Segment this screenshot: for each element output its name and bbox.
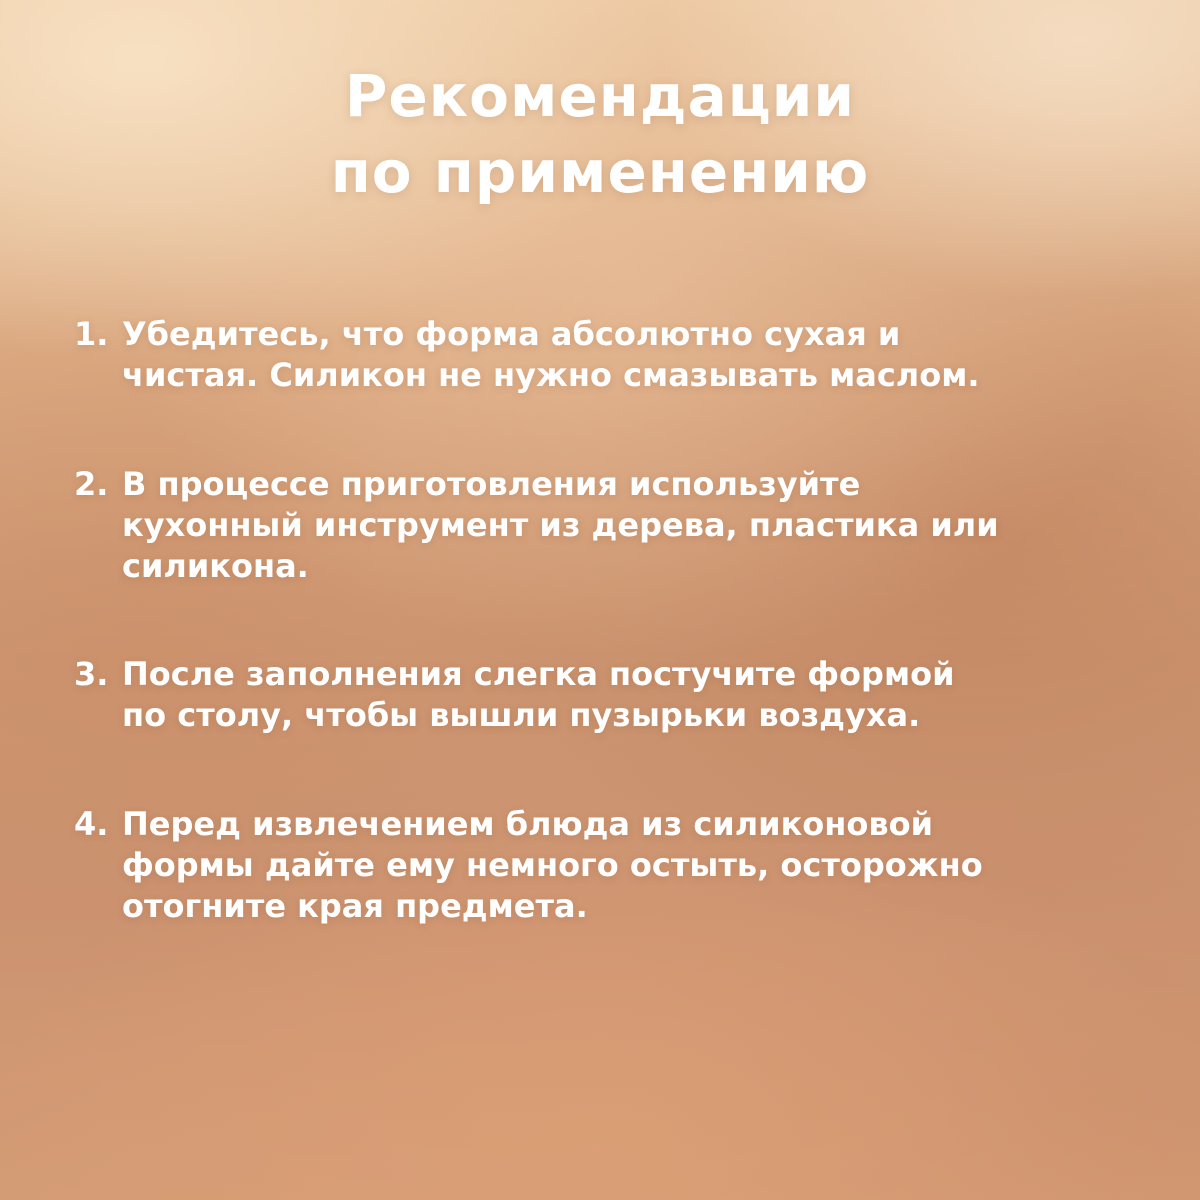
list-item bbox=[74, 654, 1154, 736]
list-item-text-line: по столу, чтобы вышли пузырьки воздуха. bbox=[122, 696, 921, 734]
list-item-text-line: Перед извлечением блюда из силиконовой bbox=[122, 805, 934, 843]
list-item-text-line: Убедитесь, что форма абсолютно сухая и bbox=[122, 315, 901, 353]
list-item-number: 1. bbox=[74, 315, 109, 353]
list-item-text-line: кухонный инструмент из дерева, пластика или bbox=[122, 506, 999, 544]
title-line-2: по применению bbox=[330, 138, 870, 206]
list-item bbox=[74, 464, 1154, 587]
list-item-text-line: силикона. bbox=[122, 547, 309, 585]
list-item bbox=[74, 314, 1154, 396]
list-item-text-line: После заполнения слегка постучите формой bbox=[122, 655, 955, 693]
list-item-text-line: чистая. Силикон не нужно смазывать маслом. bbox=[122, 356, 980, 394]
list-item-number: 4. bbox=[74, 805, 109, 843]
list-item-text-line: формы дайте ему немного остыть, осторожно bbox=[122, 846, 983, 884]
list-item bbox=[74, 804, 1154, 927]
page-title bbox=[0, 58, 1200, 210]
title-line-1: Рекомендации bbox=[344, 62, 856, 130]
list-item-number: 3. bbox=[74, 655, 109, 693]
list-item-text-line: отогните края предмета. bbox=[122, 887, 588, 925]
list-item-text-line: В процессе приготовления используйте bbox=[122, 465, 861, 503]
list-item-number: 2. bbox=[74, 465, 109, 503]
recommendations-list bbox=[74, 314, 1154, 927]
